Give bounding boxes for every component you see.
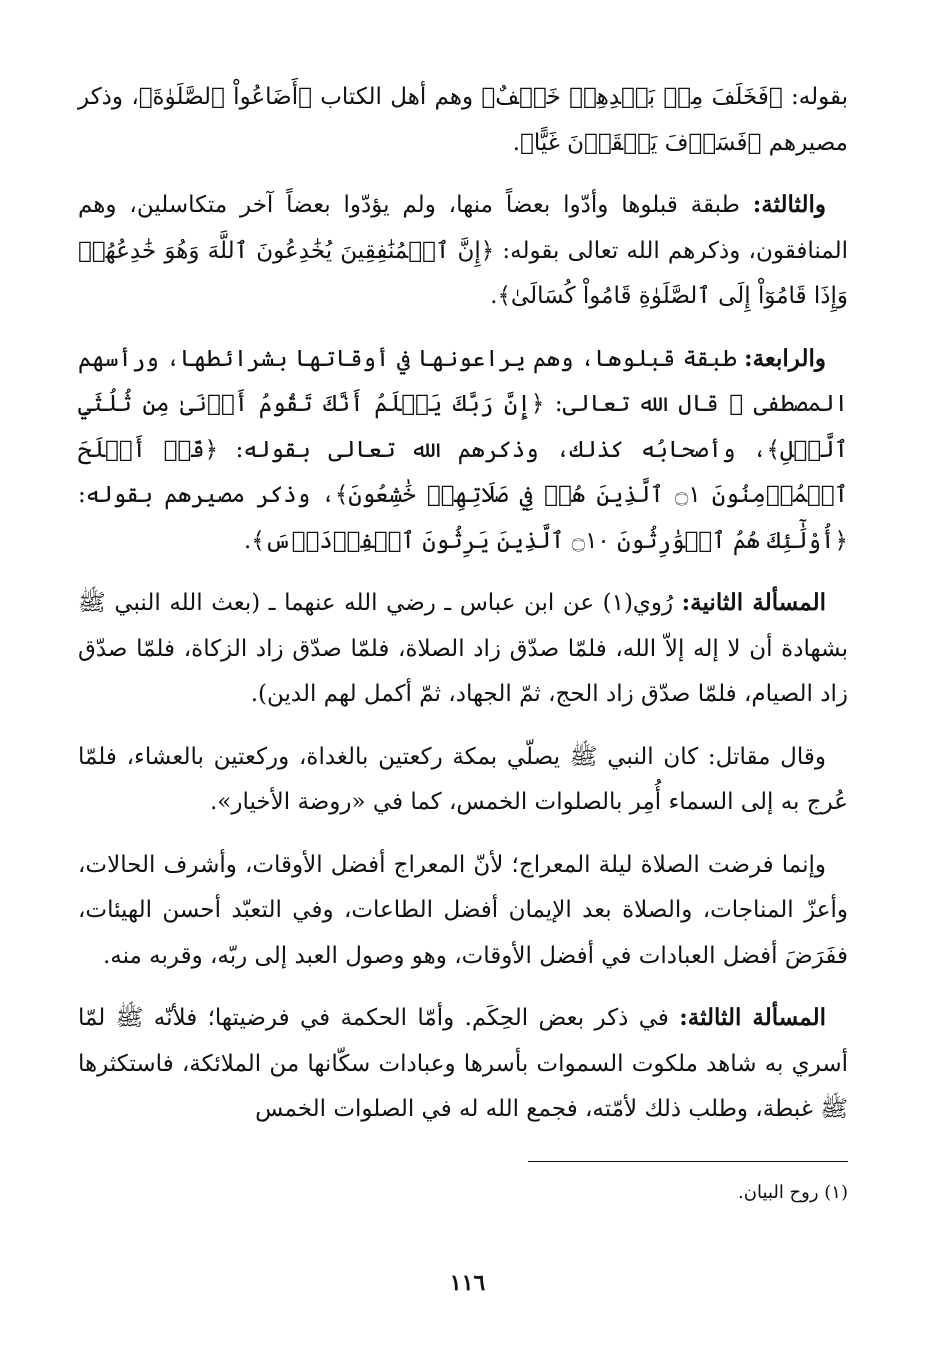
paragraph-lead: المسألة الثالثة: xyxy=(679,1004,826,1031)
paragraph-1 xyxy=(78,74,848,166)
footnote-divider xyxy=(528,1161,848,1162)
paragraph-7 xyxy=(78,995,848,1133)
body-text xyxy=(78,74,848,1149)
paragraph-3 xyxy=(78,336,848,565)
paragraph-lead: المسألة الثانية: xyxy=(681,589,826,616)
paragraph-lead: والثالثة: xyxy=(752,191,826,218)
paragraph-text: بقوله: ﴿فَخَلَفَ مِنۢ بَعۡدِهِمۡ خَلۡفٌ﴾ وهم أهل الكتاب ﴿أَضَاعُواْ ٱلصَّلَوٰةَ﴾، وذكر مصيرهم ﴿فَسَوۡفَ يَلۡقَوۡنَ غَيًّا﴾. xyxy=(78,84,848,156)
paragraph-text: في ذكر بعض الحِكَم. وأمّا الحكمة في فرضيتها؛ فلأنّه ﷺ لمّا أسري به شاهد ملكوت السموات بأسرها وعبادات سكّانها من الملائكة، فاستكثرها ﷺ غبطة، وطلب ذلك لأمّته، فجمع الله له في الصلوات الخمس xyxy=(78,1005,848,1122)
paragraph-text: طبقة قبلوها، وهم يراعونها في أوقاتها بشرائطها، ورأسهم المصطفى ﷺ قال الله تعالى: ﴿إِنَّ رَبَّكَ يَعۡلَمُ أَنَّكَ تَقُومُ أَدۡنَىٰ مِن ثُلُثَيِ ٱلَّيۡلِ﴾، وأصحابُه كذلك، وذكرهم الله تعالى بقوله: ﴿قَدۡ أَفۡلَحَ ٱلۡمُؤۡمِنُونَ ۝١ ٱلَّذِينَ هُمۡ فِي صَلَاتِهِمۡ خَٰشِعُونَ﴾، وذكر مصيرهم بقوله: ﴿أُوْلَٰٓئِكَ هُمُ ٱلۡوَٰرِثُونَ ۝١٠ ٱلَّذِينَ يَرِثُونَ ٱلۡفِرۡدَوۡسَ﴾. xyxy=(78,345,848,554)
paragraph-text: وقال مقاتل: كان النبي ﷺ يصلّي بمكة ركعتين بالغداة، وركعتين بالعشاء، فلمّا عُرج به إلى السماء أُمِر بالصلوات الخمس، كما في «روضة الأخيار». xyxy=(78,743,848,815)
paragraph-text: رُوي(١) عن ابن عباس ـ رضي الله عنهما ـ (بعث الله النبي ﷺ بشهادة أن لا إله إلاّ الله، فلمّا صدّق زاد الصلاة، فلمّا صدّق زاد الزكاة، فلمّا صدّق زاد الصيام، فلمّا صدّق زاد الحج، ثمّ الجهاد، ثمّ أكمل لهم الدين). xyxy=(78,590,848,707)
paragraph-4 xyxy=(78,580,848,718)
paragraph-text: وإنما فرضت الصلاة ليلة المعراج؛ لأنّ المعراج أفضل الأوقات، وأشرف الحالات، وأعزّ المناجات، والصلاة بعد الإيمان أفضل الطاعات، وفي التعبّد أحسن الهيئات، ففَرَضَ أفضل العبادات في أفضل الأوقات، وهو وصول العبد إلى ربّه، وقربه منه. xyxy=(78,851,848,969)
paragraph-6 xyxy=(78,842,848,980)
page-number: ١١٦ xyxy=(449,1270,486,1296)
footnote: (١) روح البيان. xyxy=(738,1182,848,1203)
paragraph-5 xyxy=(78,734,848,826)
paragraph-lead: والرابعة: xyxy=(744,344,826,372)
paragraph-text: طبقة قبلوها وأدّوا بعضاً منها، ولم يؤدّوا بعضاً آخر متكاسلين، وهم المنافقون، وذكرهم الله تعالى بقوله: ﴿إِنَّ ٱلۡمُنَٰفِقِينَ يُخَٰدِعُونَ ٱللَّهَ وَهُوَ خَٰدِعُهُمۡ وَإِذَا قَامُوٓاْ إِلَى ٱلصَّلَوٰةِ قَامُواْ كُسَالَىٰ﴾. xyxy=(78,192,848,309)
paragraph-2 xyxy=(78,182,848,320)
